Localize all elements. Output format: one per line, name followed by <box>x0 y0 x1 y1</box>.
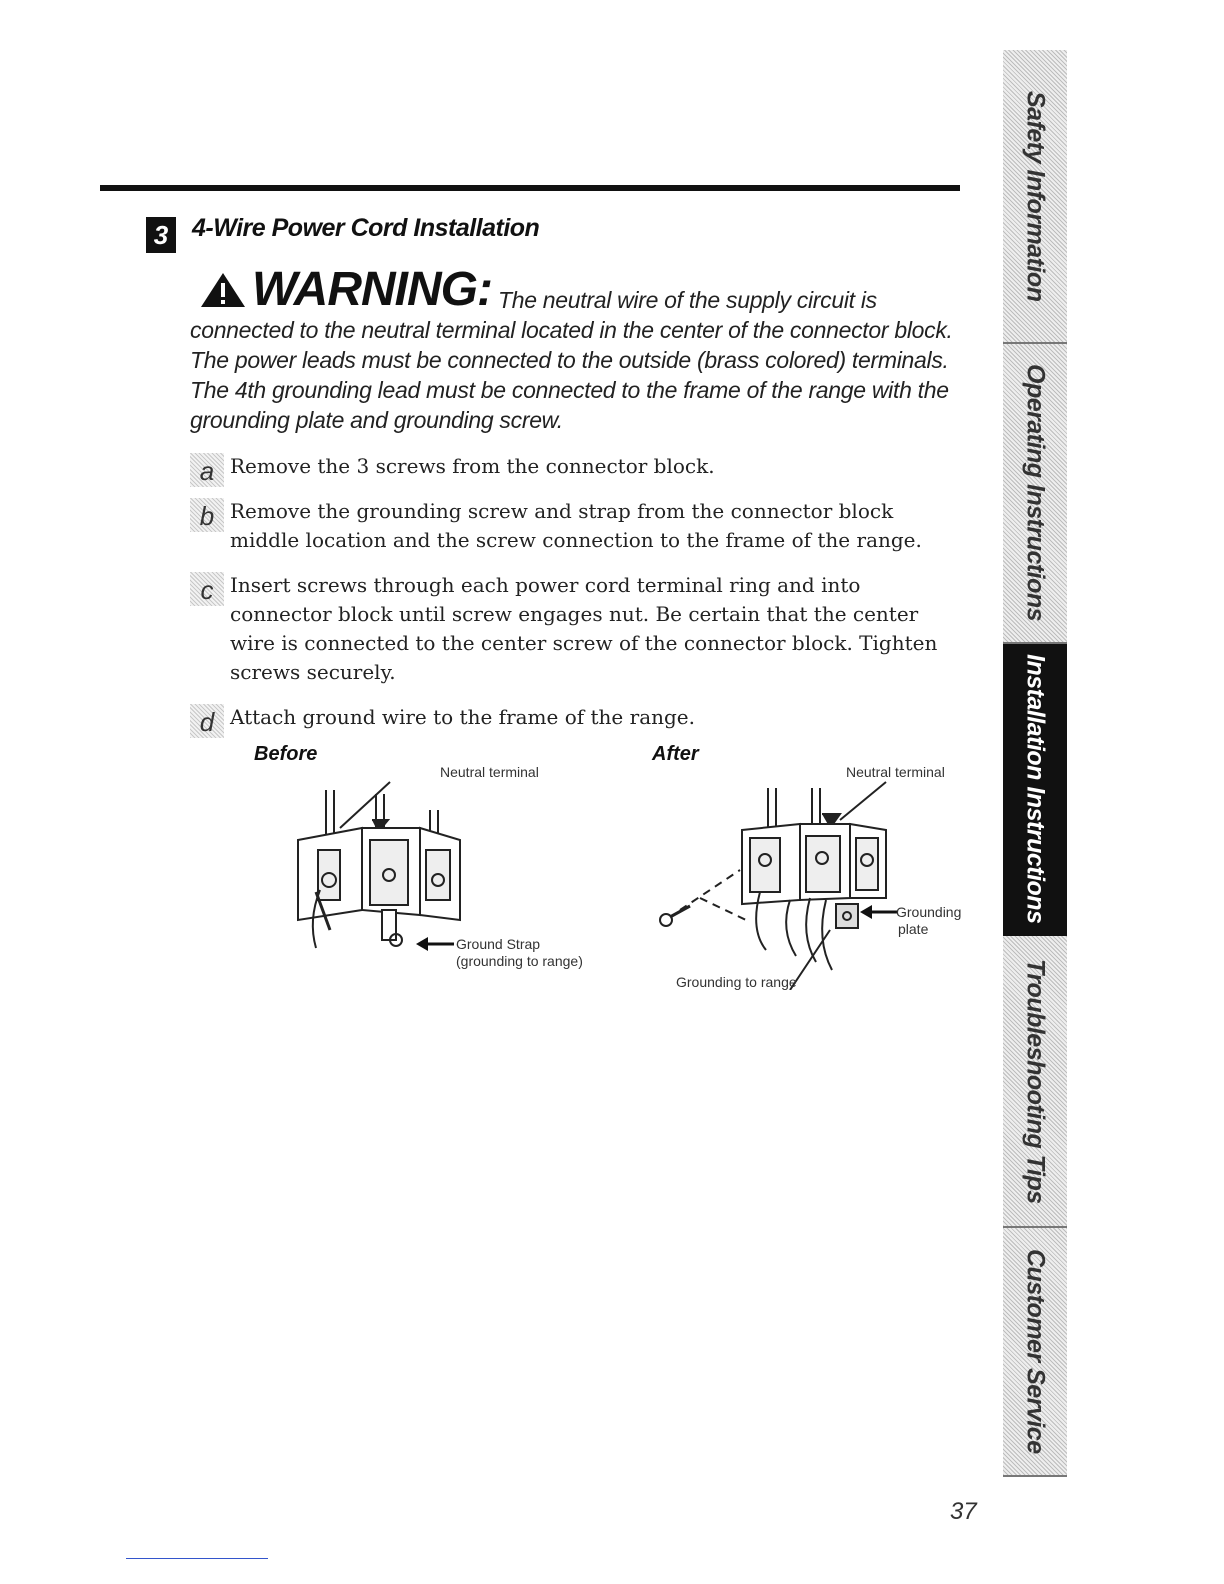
tab-label: Operating Instructions <box>1021 364 1050 622</box>
before-neutral-terminal-callout: Neutral terminal <box>440 764 539 780</box>
step-d <box>190 703 950 737</box>
step-c <box>190 571 950 687</box>
step-number-badge: 3 <box>146 217 176 253</box>
tab-troubleshooting-tips[interactable] <box>1003 936 1067 1228</box>
after-neutral-terminal-callout: Neutral terminal <box>846 764 945 780</box>
warning-block <box>190 263 970 435</box>
step-letter-badge: d <box>190 704 224 738</box>
warning-triangle-icon <box>200 272 246 308</box>
ground-strap-line2: (grounding to range) <box>456 953 583 969</box>
before-label: Before <box>254 743 318 765</box>
warning-heading <box>190 263 498 316</box>
tab-installation-instructions[interactable] <box>1003 644 1067 936</box>
page-number: 37 <box>950 1498 977 1525</box>
side-section-tabs <box>1003 50 1067 1475</box>
step-letter-badge: c <box>190 572 224 606</box>
after-grounding-to-range-callout: Grounding to range <box>676 974 797 990</box>
warning-label: WARNING: <box>252 263 492 316</box>
after-label: After <box>652 743 699 765</box>
step-list <box>190 452 950 748</box>
step-letter-badge: a <box>190 453 224 487</box>
section-title: 4-Wire Power Cord Installation <box>192 214 540 242</box>
step-text: Insert screws through each power cord terminal ring and into connector block until screw engages nut. Be certain that the center wire is connected to the center screw of the connector block. Tighten screws securely. <box>230 573 938 684</box>
step-text: Remove the grounding screw and strap from the connector block middle location and the screw connection to the frame of the range. <box>230 499 922 552</box>
before-ground-strap-callout <box>456 936 583 970</box>
grounding-plate-line2: plate <box>898 921 929 937</box>
warning-text: The neutral wire of the supply circuit is connected to the neutral terminal located in the center of the connector block. The power leads must be connected to the outside (brass colored) terminals. The 4th grounding lead must be connected to the frame of the range with the grounding plate and grounding screw. <box>190 287 953 433</box>
grounding-plate-line1: Grounding <box>896 904 962 920</box>
step-a <box>190 452 950 486</box>
tab-label: Customer Service <box>1021 1249 1050 1454</box>
tab-operating-instructions[interactable] <box>1003 344 1067 644</box>
tab-label: Troubleshooting Tips <box>1021 958 1050 1204</box>
after-grounding-plate-arrow-icon <box>860 902 900 922</box>
tab-label: Safety Information <box>1021 90 1050 302</box>
header-rule <box>100 185 960 191</box>
after-connector-diagram <box>650 780 900 990</box>
before-ground-strap-arrow-icon <box>416 934 456 954</box>
tab-safety-information[interactable] <box>1003 50 1067 344</box>
tab-customer-service[interactable] <box>1003 1228 1067 1477</box>
step-text: Attach ground wire to the frame of the range. <box>230 705 695 729</box>
step-b <box>190 497 950 555</box>
footer-line <box>126 1558 268 1559</box>
before-connector-diagram <box>290 780 490 960</box>
after-grounding-plate-callout <box>896 904 961 938</box>
ground-strap-line1: Ground Strap <box>456 936 541 952</box>
step-text: Remove the 3 screws from the connector block. <box>230 454 715 478</box>
tab-label: Installation Instructions <box>1021 654 1050 924</box>
step-letter-badge: b <box>190 498 224 532</box>
